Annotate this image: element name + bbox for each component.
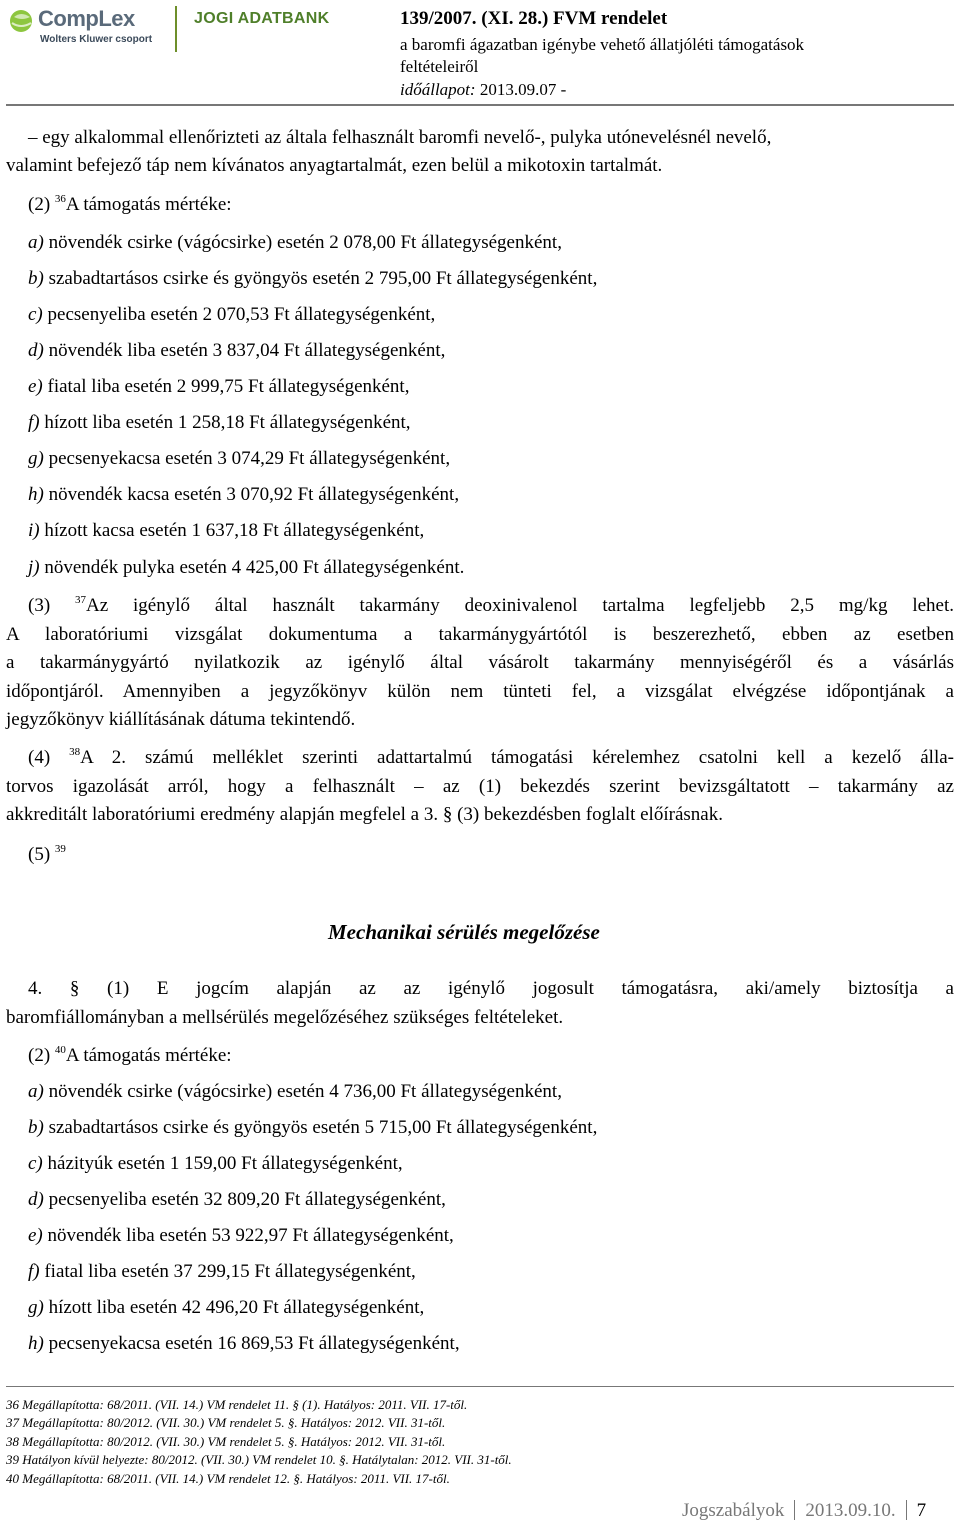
footnote-ref[interactable]: 37 (75, 594, 87, 606)
list-text: pecsenyekacsa esetén 3 074,29 Ft állategységenként, (43, 448, 451, 469)
list-letter: c) (28, 304, 43, 325)
list-item (28, 1186, 446, 1214)
footnote-38: 38 Megállapította: 80/2012. (VII. 30.) VM rendelet 5. §. Hatályos: 2012. VII. 31-től. (6, 1434, 446, 1449)
section-title: Mechanikai sérülés megelőzése (328, 920, 600, 944)
jogi-adatbank-logo: JOGI ADATBANK (194, 10, 330, 27)
footnote-ref[interactable]: 36 (54, 193, 66, 205)
intro-line1: – egy alkalommal ellenőrizteti az általa felhasznált baromfi nevelő-, pulyka utónevelésnél nevelő, (28, 127, 772, 148)
paragraph-line: időpontjáról. Amennyiben a jegyzőkönyv külön nem tünteti fel, a vizsgálat elvégzése időpontjának a (6, 680, 954, 702)
document-title: 139/2007. (XI. 28.) FVM rendelet (400, 8, 668, 29)
document-subtitle-line2: feltételeiről (400, 57, 479, 76)
paragraph-text: A támogatás mértéke: (65, 1045, 232, 1066)
list-item (28, 265, 597, 293)
list-letter: b) (28, 268, 44, 289)
list-text: hízott liba esetén 42 496,20 Ft állategységenként, (43, 1297, 425, 1318)
list-letter: g) (28, 448, 44, 469)
paragraph-number: (2) (28, 1045, 55, 1066)
paragraph-number: (4) (28, 747, 70, 768)
list-text: szabadtartásos csirke és gyöngyös esetén 2 795,00 Ft állategységenként, (43, 268, 598, 289)
paragraph-number: (2) (28, 194, 55, 215)
list-text: növendék csirke (vágócsirke) esetén 4 736,00 Ft állategységenként, (43, 1081, 562, 1102)
list-letter: f) (28, 412, 40, 433)
section-4-paragraph-2-heading (28, 1042, 232, 1070)
header-rule (6, 104, 954, 106)
list-item (28, 373, 409, 401)
footer-source: Jogszabályok (682, 1500, 785, 1521)
list-letter: b) (28, 1117, 44, 1138)
list-item (28, 1150, 403, 1178)
list-text: fiatal liba esetén 37 299,15 Ft állategységenként, (39, 1261, 416, 1282)
paragraph-line: jegyzőkönyv kiállításának dátuma tekintendő. (6, 709, 356, 730)
paragraph-text: A 2. számú melléklet szerinti adattartalmú támogatási kérelemhez csatolni kell a kezelő álla- (80, 747, 954, 768)
list-item (28, 1294, 424, 1322)
list-letter: g) (28, 1297, 44, 1318)
list-item (28, 1222, 454, 1250)
paragraph-5 (28, 841, 66, 869)
list-item (28, 445, 450, 473)
complex-logo-text: CompLex (38, 6, 135, 31)
list-item (28, 1258, 416, 1286)
footnote-39: 39 Hatályon kívül helyezte: 80/2012. (VII. 30.) VM rendelet 10. §. Hatálytalan: 2012. VII. 31-től. (6, 1452, 512, 1467)
list-letter: d) (28, 1189, 44, 1210)
list-text: szabadtartásos csirke és gyöngyös esetén 5 715,00 Ft állategységenként, (43, 1117, 598, 1138)
footnote-40: 40 Megállapította: 68/2011. (VII. 14.) VM rendelet 12. §. Hatályos: 2011. VII. 17-től. (6, 1471, 450, 1486)
complex-logo-subtitle: Wolters Kluwer csoport (40, 34, 153, 45)
list-letter: e) (28, 376, 43, 397)
list-text: növendék liba esetén 53 922,97 Ft állategységenként, (42, 1225, 454, 1246)
section-4-paragraph-1 (6, 975, 954, 1032)
footnote-36: 36 Megállapította: 68/2011. (VII. 14.) VM rendelet 11. § (1). Hatályos: 2011. VII. 17-től. (6, 1397, 468, 1412)
list-text: pecsenyeliba esetén 32 809,20 Ft állategységenként, (43, 1189, 446, 1210)
list-letter: c) (28, 1153, 43, 1174)
list-letter: i) (28, 520, 40, 541)
footnote-37: 37 Megállapította: 80/2012. (VII. 30.) VM rendelet 5. §. Hatályos: 2012. VII. 31-től. (6, 1415, 446, 1430)
list-text: pecsenyekacsa esetén 16 869,53 Ft állategységenként, (43, 1333, 460, 1354)
state-value: 2013.09.07 - (475, 80, 567, 99)
list-item (28, 337, 445, 365)
paragraph-number: (5) (28, 844, 55, 865)
footer-date: 2013.09.10. (805, 1500, 896, 1521)
list-text: hízott liba esetén 1 258,18 Ft állategységenként, (39, 412, 411, 433)
paragraph-line (6, 744, 954, 773)
list-item (28, 517, 424, 545)
paragraph-line: a takarmánygyártó nyilatkozik az igénylő által vásárolt takarmány mennyiségéről és a vásárlás (6, 652, 954, 673)
footer-divider (794, 1500, 795, 1520)
list-text: növendék kacsa esetén 3 070,92 Ft állategységenként, (43, 484, 460, 505)
footer-divider (906, 1500, 907, 1520)
list-letter: a) (28, 232, 44, 253)
paragraph-2-heading (28, 191, 232, 219)
list-text: hízott kacsa esetén 1 637,18 Ft állategységenként, (39, 520, 425, 541)
page-footer (682, 1500, 926, 1522)
list-item (28, 301, 435, 329)
document-subtitle-line1: a baromfi ágazatban igénybe vehető állatjóléti támogatások (400, 35, 805, 54)
list-text: házityúk esetén 1 159,00 Ft állategységenként, (42, 1153, 403, 1174)
list-letter: e) (28, 1225, 43, 1246)
list-item (28, 409, 411, 437)
intro-line2: valamint befejező táp nem kívánatos anyagtartalmát, ezen belül a mikotoxin tartalmát. (6, 155, 663, 176)
paragraph-text: Az igénylő által használt takarmány deoxinivalenol tartalma legfeljebb 2,5 mg/kg lehet. (86, 595, 954, 616)
paragraph-line: baromfiállományban a mellsérülés megelőzéséhez szükséges feltételeket. (6, 1006, 564, 1028)
list-item (28, 481, 459, 509)
list-letter: h) (28, 1333, 44, 1354)
footnote-ref[interactable]: 39 (54, 843, 66, 855)
list-item (28, 1330, 460, 1358)
list-letter: a) (28, 1081, 44, 1102)
list-letter: d) (28, 340, 44, 361)
paragraph-3 (6, 592, 954, 735)
logo-divider (175, 6, 177, 52)
list-letter: f) (28, 1261, 40, 1282)
state-label: időállapot: (400, 80, 476, 99)
list-item (28, 1078, 562, 1106)
footnote-ref[interactable]: 40 (54, 1044, 66, 1056)
list-item (28, 554, 464, 582)
document-state (400, 80, 566, 100)
list-text: növendék liba esetén 3 837,04 Ft állategységenként, (43, 340, 446, 361)
list-item (28, 1114, 597, 1142)
paragraph-line: torvos igazolását arról, hogy a felhasznált – az (1) bekezdés szerint bevizsgáltatott – takarmány az (6, 775, 954, 797)
list-letter: h) (28, 484, 44, 505)
list-text: fiatal liba esetén 2 999,75 Ft állategységenként, (42, 376, 410, 397)
list-text: pecsenyeliba esetén 2 070,53 Ft állategységenként, (42, 304, 436, 325)
footnote-ref[interactable]: 38 (69, 746, 81, 758)
paragraph-line: 4. § (1) E jogcím alapján az az igénylő jogosult támogatásra, aki/amely biztosítja a (28, 978, 954, 999)
paragraph-4 (6, 744, 954, 830)
complex-logo (8, 6, 158, 54)
list-text: növendék pulyka esetén 4 425,00 Ft állategységenként. (39, 557, 465, 578)
list-item (28, 229, 562, 257)
paragraph-line (6, 592, 954, 621)
list-text: növendék csirke (vágócsirke) esetén 2 078,00 Ft állategységenként, (43, 232, 562, 253)
paragraph-number: (3) (28, 595, 76, 616)
footnote-rule (6, 1386, 954, 1387)
paragraph-line: akkreditált laboratóriumi eredmény alapján megfelel a 3. § (3) bekezdésben foglalt előírásnak. (6, 804, 723, 825)
page-number: 7 (916, 1500, 927, 1521)
paragraph-line: A laboratóriumi vizsgálat dokumentuma a takarmánygyártótól is beszerezhető, ebben az esetben (6, 623, 954, 645)
complex-globe-icon (8, 8, 36, 34)
paragraph-text: A támogatás mértéke: (65, 194, 232, 215)
list-letter: j) (28, 557, 40, 578)
